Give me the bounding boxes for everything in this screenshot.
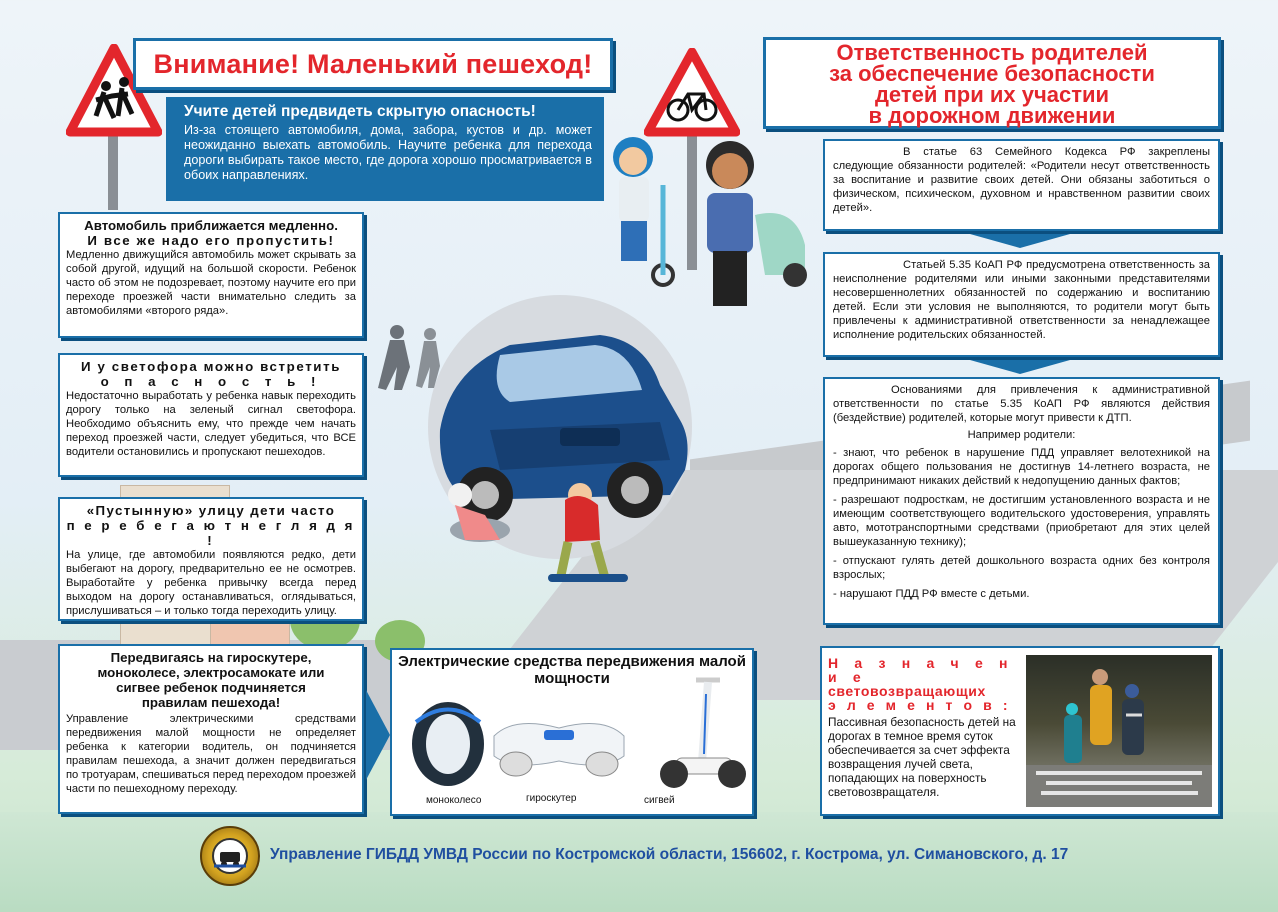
connector-arrow-icon — [366, 690, 392, 780]
slow-car-heading: И все же надо его пропустить! — [87, 233, 335, 248]
pedestrians-silhouette — [372, 322, 452, 392]
gyro-heading: Передвигаясь на гироскутере, моноколесе, электросамокате или сигвее ребенок подчиняется правилам пешехода! — [97, 650, 325, 710]
page-title-box — [133, 38, 613, 90]
grounds-item: - нарушают ПДД РФ вместе с детьми. — [833, 588, 1030, 600]
reflective-heading: э л е м е н т о в : — [828, 697, 1012, 713]
family-code-panel — [823, 139, 1220, 231]
grounds-example: Например родители: — [967, 429, 1076, 441]
monowheel-label: моноколесо — [426, 795, 482, 806]
reflective-text: Пассивная безопасность детей на дорогах в темное время суток обеспечивается за счет эффекта возвращения лучей света, попадающих на поверхность световозвращателя. — [828, 715, 1016, 799]
empty-street-heading: «Пустынную» улицу дети часто — [86, 503, 336, 518]
electric-vehicles-box — [390, 648, 754, 816]
traffic-light-heading: о п а с н о с т ь ! — [100, 374, 322, 389]
slow-car-panel — [58, 212, 364, 338]
segway-icon — [656, 674, 746, 794]
slow-car-heading: Автомобиль приближается медленно. — [84, 218, 338, 233]
responsibility-title-box — [763, 37, 1221, 129]
gyroscooter-icon — [484, 706, 634, 786]
grounds-panel — [823, 377, 1220, 625]
empty-street-panel — [58, 497, 364, 621]
segway-label: сигвей — [644, 795, 675, 806]
arrow-down-icon — [970, 234, 1070, 248]
reflective-heading: световозвращающих — [828, 683, 986, 699]
emblem-inner-icon — [210, 836, 250, 876]
koap-panel — [823, 252, 1220, 357]
empty-street-text: На улице, где автомобили появляются редко, дети выбегают на дорогу, предварительно ее не осмотрев. Выработайте у ребенка привычку всегда перед выходом на дорогу останавливаться, оглядываться, прислушиваться – и только тогда переходить улицу. — [66, 549, 356, 617]
family-code-text: В статье 63 Семейного Кодекса РФ закреплены следующие обязанности родителей: «Родители несут ответственность за воспитание и развитие своих детей. Они обязаны заботиться о физическом, психическом, духовном и нравственном развитии своих детей». — [833, 146, 1210, 214]
gyro-text: Управление электрическими средствами передвижения малой мощности не определяет ребенка к категории водитель, он подчиняется правилам пешехода, а значит должен передвигаться по тротуарам, спешиваться перед переходом проезжей части по пешеходному переходу. — [66, 713, 356, 795]
arrow-down-icon — [970, 360, 1070, 374]
reflective-heading: Н а з н а ч е н и е — [828, 655, 1014, 685]
reflective-photo — [1026, 655, 1212, 807]
hidden-danger-heading: Учите детей предвидеть скрытую опасность! — [184, 103, 536, 120]
electric-vehicles-heading: Электрические средства передвижения малой мощности — [398, 653, 746, 687]
koap-text: Статьей 5.35 КоАП РФ предусмотрена ответственность за неисполнение родителями или иными законными представителями несовершеннолетних обязанностей по содержанию и воспитанию детей. Если эти условия не выполняются, то родители могут быть привлечены к административной ответственности за ненадлежащее исполнение родительских обязанностей. — [833, 259, 1210, 341]
gibdd-emblem-icon — [200, 826, 260, 886]
sign-post — [108, 130, 118, 210]
kids-with-bikes-illustration — [605, 125, 815, 310]
gyro-panel — [58, 644, 364, 814]
grounds-item: - отпускают гулять детей дошкольного возраста одних без контроля взрослых; — [833, 555, 1210, 581]
hidden-danger-text: Из-за стоящего автомобиля, дома, забора, кустов и др. может неожиданно выехать автомобиль. Научите ребенка для перехода дороги выбирать такое место, где дорога хорошо просматривается в обоих направлениях. — [184, 123, 592, 182]
hidden-danger-box — [166, 97, 604, 201]
traffic-light-text: Недостаточно выработать у ребенка навык переходить дорогу только на зеленый сигнал светофора. Необходимо объяснить ему, что прежде чем начать переход проезжей части, следует убедиться, что ВСЕ водители остановились и пропускают пешеходов. — [66, 390, 356, 458]
grounds-intro: Основаниями для привлечения к административной ответственности по статье 5.35 КоАП РФ являются действия (бездействие) родителей, которые могут привести к ДТП. — [833, 384, 1210, 424]
family-walking-photo — [1026, 655, 1212, 807]
page-title: Внимание! Маленький пешеход! — [153, 48, 593, 79]
gyroscooter-label: гироскутер — [526, 793, 577, 804]
traffic-light-heading: И у светофора можно встретить — [81, 359, 341, 374]
monowheel-icon — [408, 692, 488, 792]
responsibility-title-line: детей при их участии — [874, 82, 1110, 107]
slow-car-text: Медленно движущийся автомобиль может скрывать за собой другой, идущий на большой скорости. Ребенок часто об этом не подозревает, поэтому научите его при переходе проезжей части внимательно следить за автомобилями «второго ряда». — [66, 249, 356, 317]
responsibility-title-line: в дорожном движении — [868, 103, 1116, 128]
responsibility-title-line: Ответственность родителей — [836, 40, 1148, 65]
traffic-light-panel — [58, 353, 364, 477]
grounds-item: - знают, что ребенок в нарушение ПДД управляет велотехникой на дорогах общего пользования не достигнув 14-летнего возраста, не предпринимают никаких действий к недопущению данных фактов; — [833, 447, 1210, 487]
reflective-elements-box — [820, 646, 1220, 816]
children-illustration — [430, 470, 650, 600]
grounds-item: - разрешают подросткам, не достигшим установленного возраста и не имеющим соответствующего водительского удостоверения, управлять авто, мототранспортными средствами (приобретают для этих целей вышеуказанную технику); — [833, 494, 1210, 548]
responsibility-title-line: за обеспечение безопасности — [829, 61, 1155, 86]
footer-address: Управление ГИБДД УМВД России по Костромской области, 156602, г. Кострома, ул. Симановского, д. 17 — [270, 846, 1069, 863]
empty-street-heading: п е р е б е г а ю т н е г л я д я ! — [66, 518, 356, 548]
